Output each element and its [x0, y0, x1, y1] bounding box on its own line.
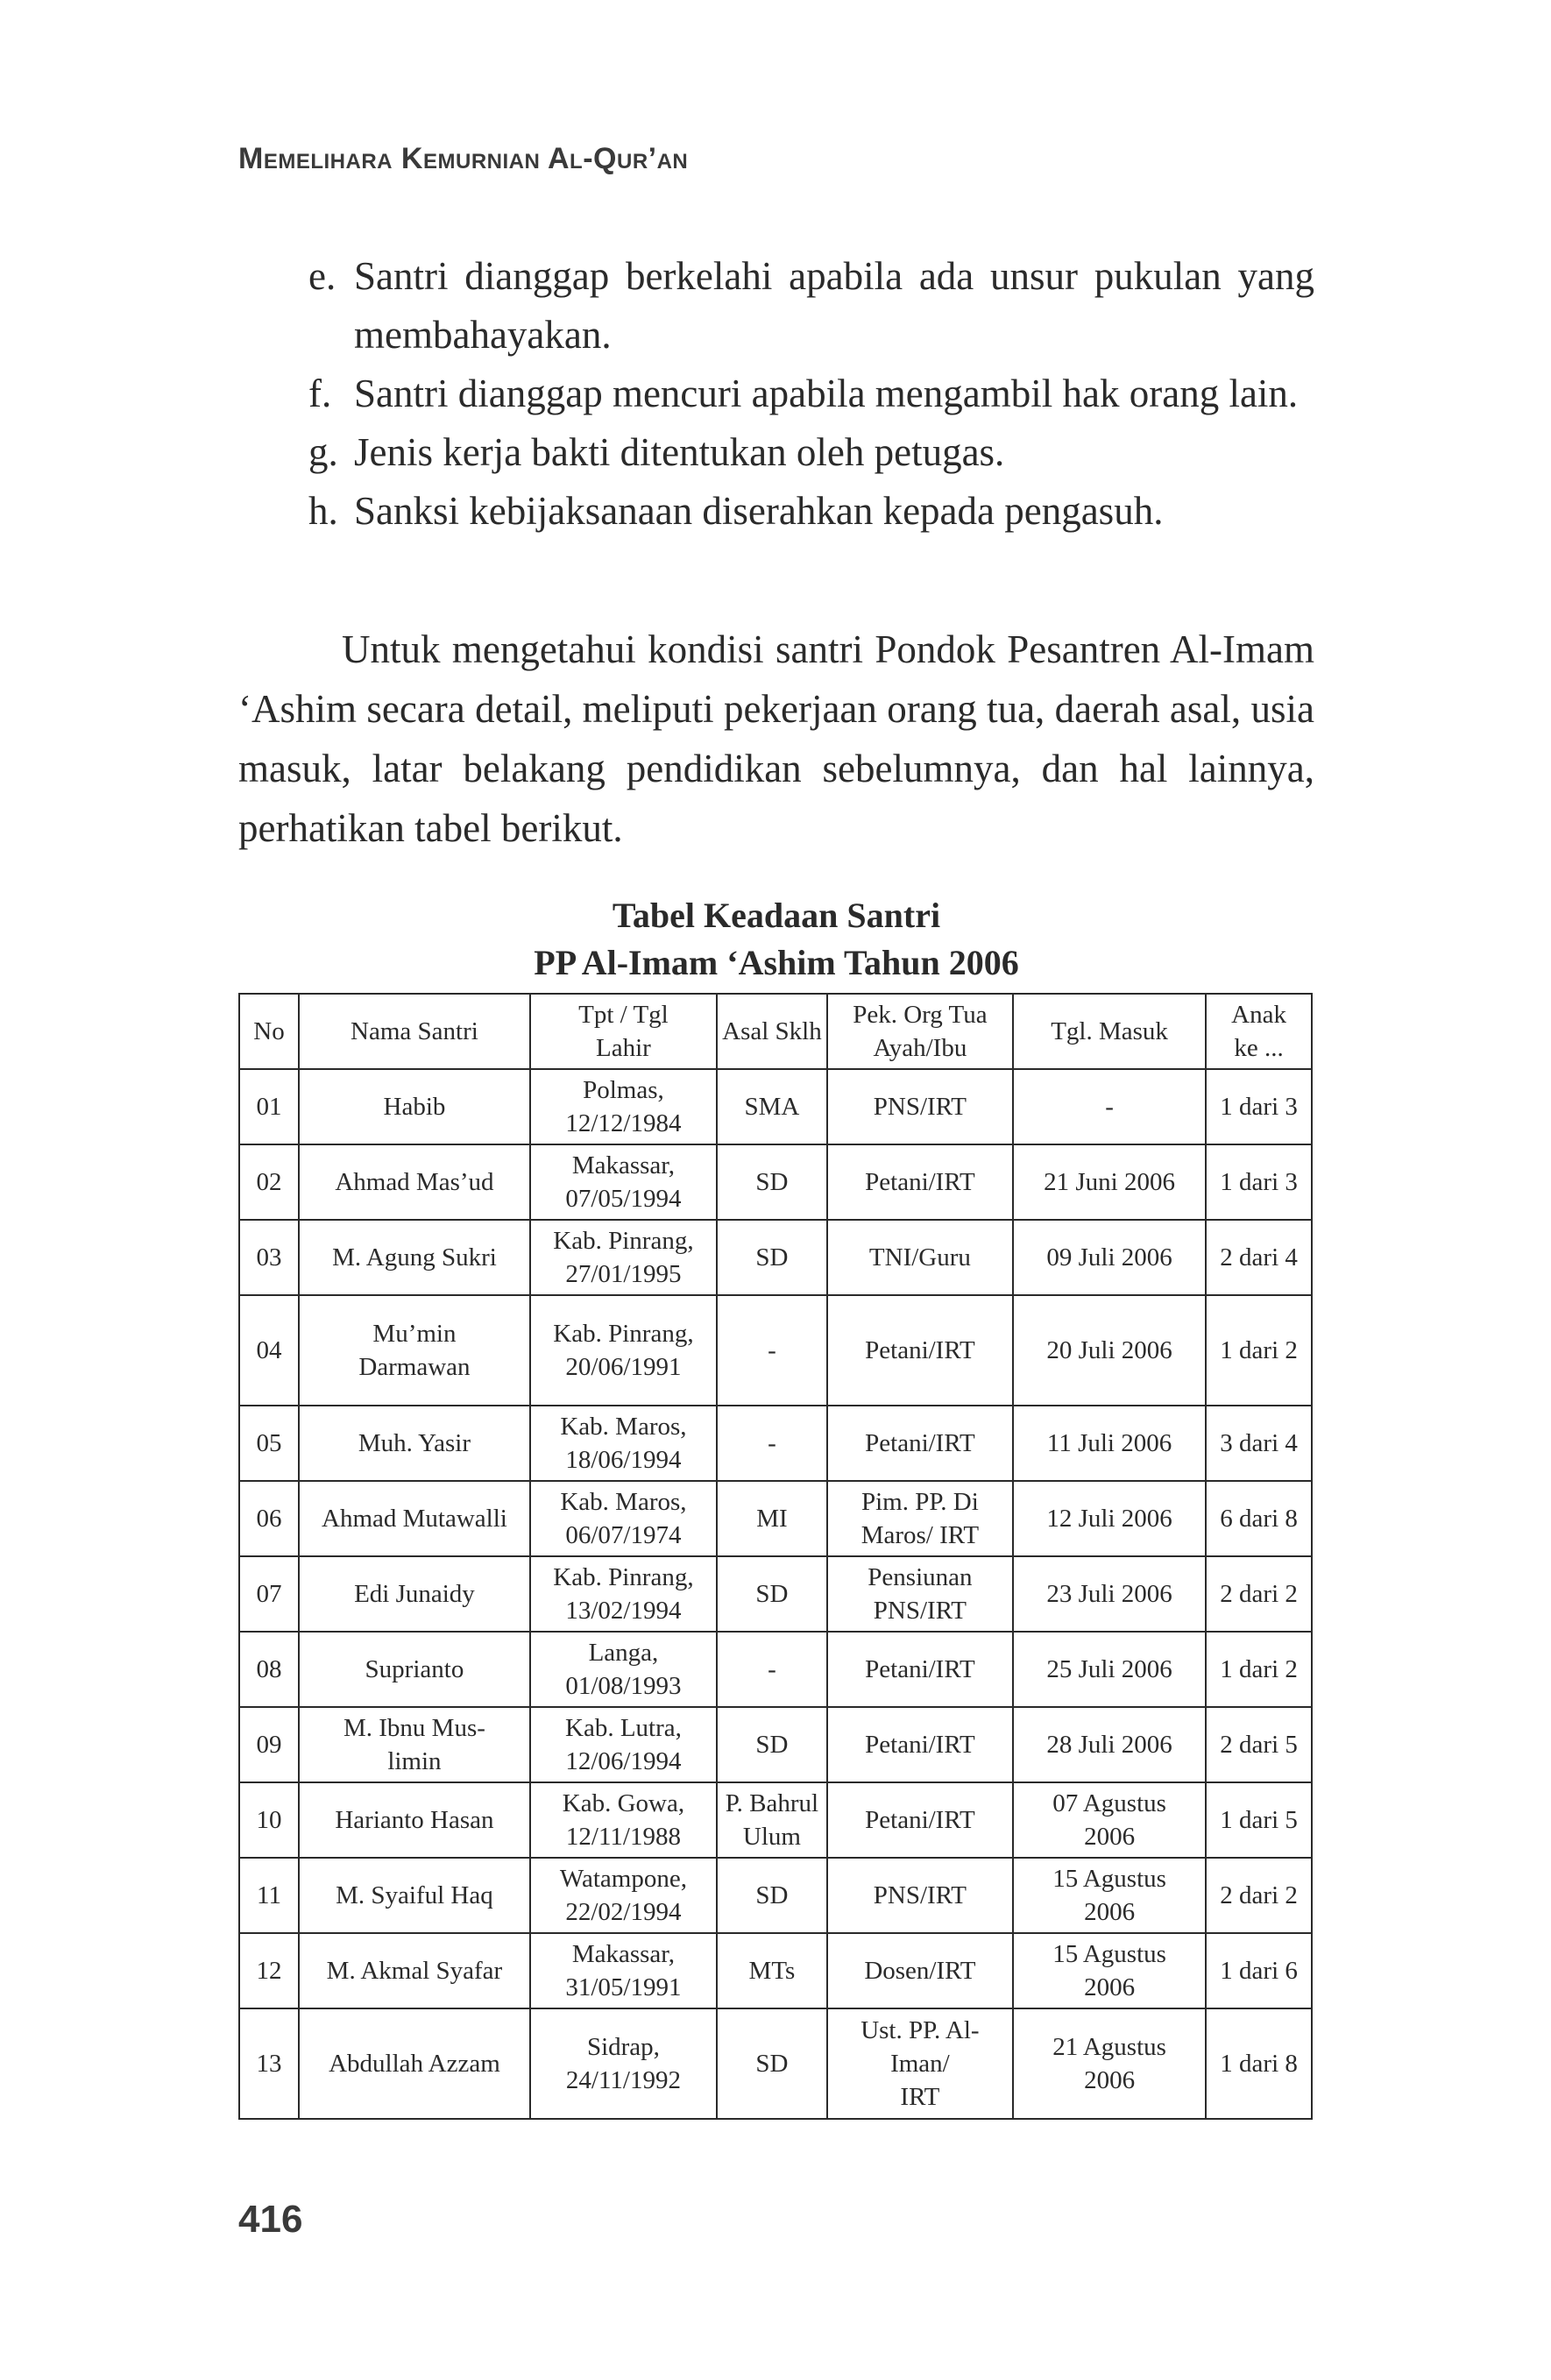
cell-school: SD — [717, 1707, 827, 1782]
cell-school: MTs — [717, 1933, 827, 2008]
list-item-text: Santri dianggap berkelahi apabila ada unsur pukulan yang membahayakan. — [354, 254, 1314, 357]
cell-entry-date: 12 Juli 2006 — [1013, 1481, 1206, 1556]
cell-entry-date: 11 Juli 2006 — [1013, 1406, 1206, 1481]
cell-parent-job: Pim. PP. Di Maros/ IRT — [827, 1481, 1013, 1556]
table-row — [239, 1556, 1312, 1632]
cell-school: SD — [717, 1858, 827, 1933]
cell-child-order: 1 dari 2 — [1206, 1295, 1312, 1406]
cell-no: 09 — [239, 1707, 299, 1782]
cell-child-order: 2 dari 4 — [1206, 1220, 1312, 1295]
cell-parent-job: PNS/IRT — [827, 1069, 1013, 1144]
cell-school: SD — [717, 2008, 827, 2119]
cell-parent-job: Pensiunan PNS/IRT — [827, 1556, 1013, 1632]
cell-birth: Kab. Lutra, 12/06/1994 — [530, 1707, 717, 1782]
list-item — [308, 247, 1314, 365]
cell-birth: Makassar, 07/05/1994 — [530, 1144, 717, 1220]
cell-birth: Langa, 01/08/1993 — [530, 1632, 717, 1707]
cell-parent-job: Petani/IRT — [827, 1295, 1013, 1406]
cell-school: MI — [717, 1481, 827, 1556]
list-item — [308, 365, 1314, 423]
table-row — [239, 1220, 1312, 1295]
cell-entry-date: 21 Juni 2006 — [1013, 1144, 1206, 1220]
table-row — [239, 1144, 1312, 1220]
cell-birth: Kab. Gowa, 12/11/1988 — [530, 1782, 717, 1858]
cell-school: - — [717, 1295, 827, 1406]
cell-name: Edi Junaidy — [299, 1556, 530, 1632]
cell-school: - — [717, 1632, 827, 1707]
cell-no: 06 — [239, 1481, 299, 1556]
cell-name: Habib — [299, 1069, 530, 1144]
cell-no: 10 — [239, 1782, 299, 1858]
list-item-text: Sanksi kebijaksanaan diserahkan kepada pengasuh. — [354, 489, 1164, 533]
table-row — [239, 1406, 1312, 1481]
cell-child-order: 2 dari 2 — [1206, 1556, 1312, 1632]
table-header-row — [239, 994, 1312, 1069]
cell-no: 13 — [239, 2008, 299, 2119]
table-row — [239, 1632, 1312, 1707]
table-row — [239, 1069, 1312, 1144]
cell-entry-date: 09 Juli 2006 — [1013, 1220, 1206, 1295]
cell-birth: Kab. Pinrang, 13/02/1994 — [530, 1556, 717, 1632]
list-item-text: Jenis kerja bakti ditentukan oleh petugas. — [354, 430, 1005, 474]
cell-name: Muh. Yasir — [299, 1406, 530, 1481]
table-title: Tabel Keadaan Santri — [612, 896, 941, 935]
cell-birth: Kab. Maros, 18/06/1994 — [530, 1406, 717, 1481]
cell-parent-job: Petani/IRT — [827, 1632, 1013, 1707]
cell-no: 08 — [239, 1632, 299, 1707]
cell-name: M. Ibnu Mus- limin — [299, 1707, 530, 1782]
header-no: No — [239, 994, 299, 1069]
cell-child-order: 1 dari 6 — [1206, 1933, 1312, 2008]
table-body — [239, 1069, 1312, 2119]
cell-name: Suprianto — [299, 1632, 530, 1707]
header-parent-job: Pek. Org Tua Ayah/Ibu — [827, 994, 1013, 1069]
cell-birth: Polmas, 12/12/1984 — [530, 1069, 717, 1144]
cell-entry-date: 07 Agustus 2006 — [1013, 1782, 1206, 1858]
table-subtitle: PP Al-Imam ‘Ashim Tahun 2006 — [534, 943, 1019, 982]
table-row — [239, 1481, 1312, 1556]
cell-child-order: 1 dari 5 — [1206, 1782, 1312, 1858]
cell-school: SMA — [717, 1069, 827, 1144]
santri-table — [238, 993, 1313, 2120]
cell-no: 05 — [239, 1406, 299, 1481]
cell-child-order: 3 dari 4 — [1206, 1406, 1312, 1481]
cell-name: Abdullah Azzam — [299, 2008, 530, 2119]
cell-parent-job: Petani/IRT — [827, 1782, 1013, 1858]
cell-school: SD — [717, 1220, 827, 1295]
cell-no: 04 — [239, 1295, 299, 1406]
cell-name: M. Agung Sukri — [299, 1220, 530, 1295]
cell-no: 11 — [239, 1858, 299, 1933]
list-item — [308, 482, 1314, 541]
cell-entry-date: 20 Juli 2006 — [1013, 1295, 1206, 1406]
cell-entry-date: 15 Agustus 2006 — [1013, 1933, 1206, 2008]
cell-birth: Makassar, 31/05/1991 — [530, 1933, 717, 2008]
cell-school: SD — [717, 1144, 827, 1220]
cell-child-order: 2 dari 5 — [1206, 1707, 1312, 1782]
cell-entry-date: - — [1013, 1069, 1206, 1144]
header-child-order: Anak ke ... — [1206, 994, 1312, 1069]
cell-child-order: 1 dari 3 — [1206, 1144, 1312, 1220]
cell-name: M. Akmal Syafar — [299, 1933, 530, 2008]
cell-birth: Kab. Pinrang, 20/06/1991 — [530, 1295, 717, 1406]
cell-parent-job: Petani/IRT — [827, 1406, 1013, 1481]
cell-birth: Kab. Pinrang, 27/01/1995 — [530, 1220, 717, 1295]
cell-birth: Kab. Maros, 06/07/1974 — [530, 1481, 717, 1556]
cell-entry-date: 25 Juli 2006 — [1013, 1632, 1206, 1707]
cell-name: Mu’min Darmawan — [299, 1295, 530, 1406]
cell-child-order: 1 dari 3 — [1206, 1069, 1312, 1144]
header-name: Nama Santri — [299, 994, 530, 1069]
cell-school: P. Bahrul Ulum — [717, 1782, 827, 1858]
cell-name: Ahmad Mutawalli — [299, 1481, 530, 1556]
header-school: Asal Sklh — [717, 994, 827, 1069]
table-caption — [238, 892, 1314, 987]
table-row — [239, 1707, 1312, 1782]
cell-child-order: 1 dari 8 — [1206, 2008, 1312, 2119]
cell-school: SD — [717, 1556, 827, 1632]
table-row — [239, 1933, 1312, 2008]
cell-birth: Sidrap, 24/11/1992 — [530, 2008, 717, 2119]
cell-name: M. Syaiful Haq — [299, 1858, 530, 1933]
cell-no: 03 — [239, 1220, 299, 1295]
cell-school: - — [717, 1406, 827, 1481]
cell-no: 12 — [239, 1933, 299, 2008]
cell-name: Harianto Hasan — [299, 1782, 530, 1858]
cell-child-order: 2 dari 2 — [1206, 1858, 1312, 1933]
running-header: Memelihara Kemurnian Al-Qur’an — [238, 142, 689, 175]
cell-parent-job: PNS/IRT — [827, 1858, 1013, 1933]
page-number: 416 — [238, 2198, 303, 2241]
rules-list — [308, 247, 1314, 541]
cell-name: Ahmad Mas’ud — [299, 1144, 530, 1220]
cell-entry-date: 15 Agustus 2006 — [1013, 1858, 1206, 1933]
intro-paragraph: Untuk mengetahui kondisi santri Pondok Pesantren Al-Imam ‘Ashim secara detail, meliputi pekerjaan orang tua, daerah asal, usia masuk, latar belakang pendidikan sebelumnya, dan hal lainnya, perhatikan tabel berikut. — [238, 627, 1314, 850]
header-entry-date: Tgl. Masuk — [1013, 994, 1206, 1069]
cell-no: 07 — [239, 1556, 299, 1632]
table-row — [239, 1858, 1312, 1933]
cell-entry-date: 28 Juli 2006 — [1013, 1707, 1206, 1782]
list-item — [308, 423, 1314, 482]
list-marker: g. — [308, 430, 338, 474]
cell-entry-date: 23 Juli 2006 — [1013, 1556, 1206, 1632]
cell-parent-job: Dosen/IRT — [827, 1933, 1013, 2008]
cell-parent-job: Petani/IRT — [827, 1707, 1013, 1782]
cell-child-order: 1 dari 2 — [1206, 1632, 1312, 1707]
list-marker: f. — [308, 372, 332, 415]
list-marker: h. — [308, 489, 338, 533]
cell-parent-job: Ust. PP. Al- Iman/ IRT — [827, 2008, 1013, 2119]
cell-parent-job: TNI/Guru — [827, 1220, 1013, 1295]
cell-entry-date: 21 Agustus 2006 — [1013, 2008, 1206, 2119]
cell-no: 01 — [239, 1069, 299, 1144]
table-row — [239, 2008, 1312, 2119]
list-marker: e. — [308, 254, 336, 298]
header-birth: Tpt / Tgl Lahir — [530, 994, 717, 1069]
cell-child-order: 6 dari 8 — [1206, 1481, 1312, 1556]
cell-no: 02 — [239, 1144, 299, 1220]
table-row — [239, 1782, 1312, 1858]
cell-birth: Watampone, 22/02/1994 — [530, 1858, 717, 1933]
table-row — [239, 1295, 1312, 1406]
list-item-text: Santri dianggap mencuri apabila mengambil hak orang lain. — [354, 372, 1299, 415]
cell-parent-job: Petani/IRT — [827, 1144, 1013, 1220]
